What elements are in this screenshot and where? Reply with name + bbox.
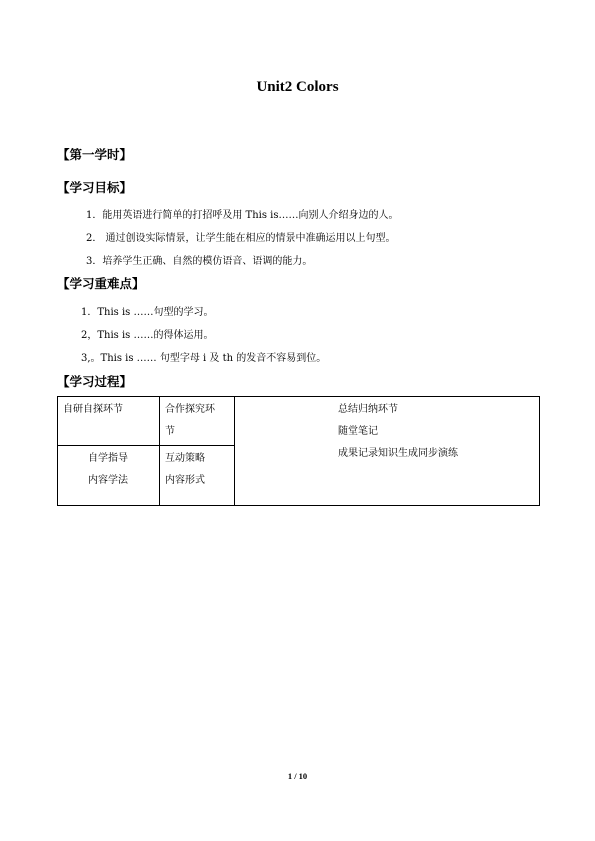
table-cell	[58, 397, 160, 446]
objective-item: 1．能用英语进行简单的打招呼及用 This is……向别人介绍身边的人。	[86, 210, 399, 221]
table-strategy-label: 互动策略	[165, 453, 205, 464]
table-content-label: 内容学法	[88, 475, 128, 486]
key-point-item: 1．This is ……句型的学习。	[81, 307, 214, 318]
table-cell	[160, 446, 235, 506]
key-point-item: 2，This is ……的得体运用。	[81, 330, 214, 341]
objectives-heading: 【学习目标】	[57, 180, 133, 195]
key-points-heading: 【学习重难点】	[57, 276, 145, 291]
table-header-summary: 总结归纳环节	[338, 404, 398, 415]
key-point-item: 3,。This is …… 句型字母 i 及 th 的发音不容易到位。	[81, 353, 327, 364]
table-guide-label: 自学指导	[88, 453, 128, 464]
process-heading: 【学习过程】	[57, 374, 133, 389]
table-row	[58, 397, 540, 446]
table-cell	[58, 446, 160, 506]
objective-item: 2． 通过创设实际情景，让学生能在相应的情景中准确运用以上句型。	[86, 233, 396, 244]
table-cell-summary	[235, 397, 540, 506]
process-table	[57, 396, 540, 506]
document-title: Unit2 Colors	[256, 79, 339, 95]
page-number: 1 / 10	[287, 771, 308, 781]
table-notes-label: 随堂笔记	[338, 426, 378, 437]
table-header-self-study: 自研自探环节	[63, 404, 123, 415]
table-header-cooperative: 合作探究环	[165, 404, 215, 415]
objective-item: 3．培养学生正确、自然的模仿语音、语调的能力。	[86, 256, 313, 267]
table-form-label: 内容形式	[165, 475, 205, 486]
lesson-heading: 【第一学时】	[57, 147, 133, 162]
table-results-label: 成果记录知识生成同步演练	[338, 448, 458, 459]
table-cell	[160, 397, 235, 446]
table-header-cooperative-cont: 节	[165, 426, 175, 437]
